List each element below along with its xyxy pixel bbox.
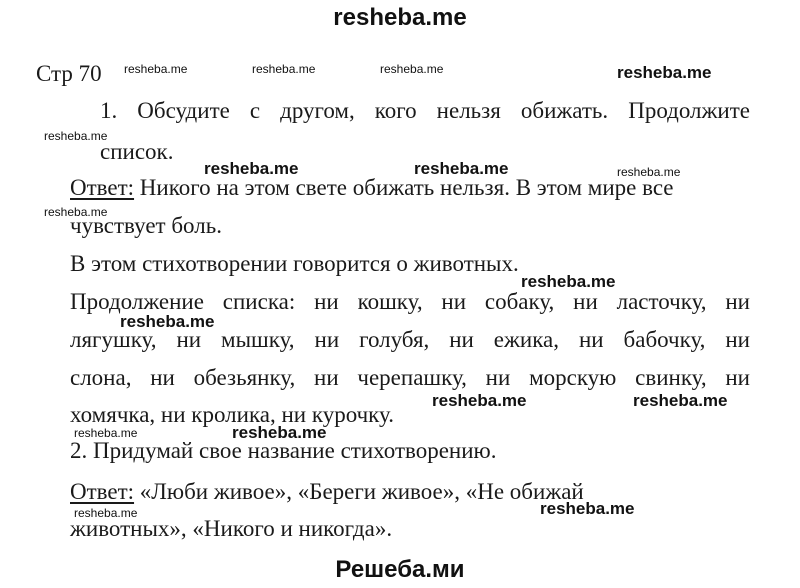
watermark: resheba.me (74, 506, 138, 520)
watermark: resheba.me (540, 499, 635, 518)
watermark: resheba.me (232, 423, 327, 442)
watermark: resheba.me (617, 165, 681, 179)
answer-2-line-1-text: «Люби живое», «Береги живое», «Не обижай (134, 479, 584, 504)
watermark: resheba.me (44, 205, 108, 219)
site-footer: Решеба.ми (335, 556, 465, 583)
watermark: resheba.me (617, 63, 712, 82)
site-header: resheba.me (333, 4, 467, 31)
answer-1-line-2: чувствует боль. (70, 213, 222, 238)
watermark: resheba.me (633, 391, 728, 410)
question-2: 2. Придумай свое название стихотворению. (70, 438, 497, 463)
watermark: resheba.me (432, 391, 527, 410)
page-label: Стр 70 (36, 61, 102, 86)
watermark: resheba.me (120, 312, 215, 331)
answer-1-line-3: В этом стихотворении говорится о животных. (70, 251, 519, 276)
answer-2-label: Ответ: (70, 479, 135, 504)
answer-1-line-5: лягушку, ни мышку, ни голубя, ни ежика, ни бабочку, ни (70, 327, 750, 352)
watermark: resheba.me (380, 62, 444, 76)
answer-1-label: Ответ: (70, 175, 135, 200)
watermark: resheba.me (74, 426, 138, 440)
question-1-line-2: список. (100, 139, 174, 164)
answer-1-line-6: слона, ни обезьянку, ни черепашку, ни морскую свинку, ни (70, 365, 750, 390)
answer-1-line-1-text: Никого на этом свете обижать нельзя. В этом мире все (134, 175, 674, 200)
answer-1-line-4: Продолжение списка: ни кошку, ни собаку, ни ласточку, ни (70, 289, 750, 314)
watermark: resheba.me (44, 129, 108, 143)
watermark: resheba.me (124, 62, 188, 76)
watermark: resheba.me (521, 272, 616, 291)
answer-2-line-1 (70, 478, 750, 506)
watermark: resheba.me (252, 62, 316, 76)
watermark: resheba.me (204, 159, 299, 178)
watermark: resheba.me (414, 159, 509, 178)
answer-1-line-7: хомячка, ни кролика, ни курочку. (70, 402, 394, 427)
question-1-line-1: 1. Обсудите с другом, кого нельзя обижать. Продолжите (100, 98, 750, 123)
answer-2-line-2: животных», «Никого и никогда». (70, 516, 393, 541)
